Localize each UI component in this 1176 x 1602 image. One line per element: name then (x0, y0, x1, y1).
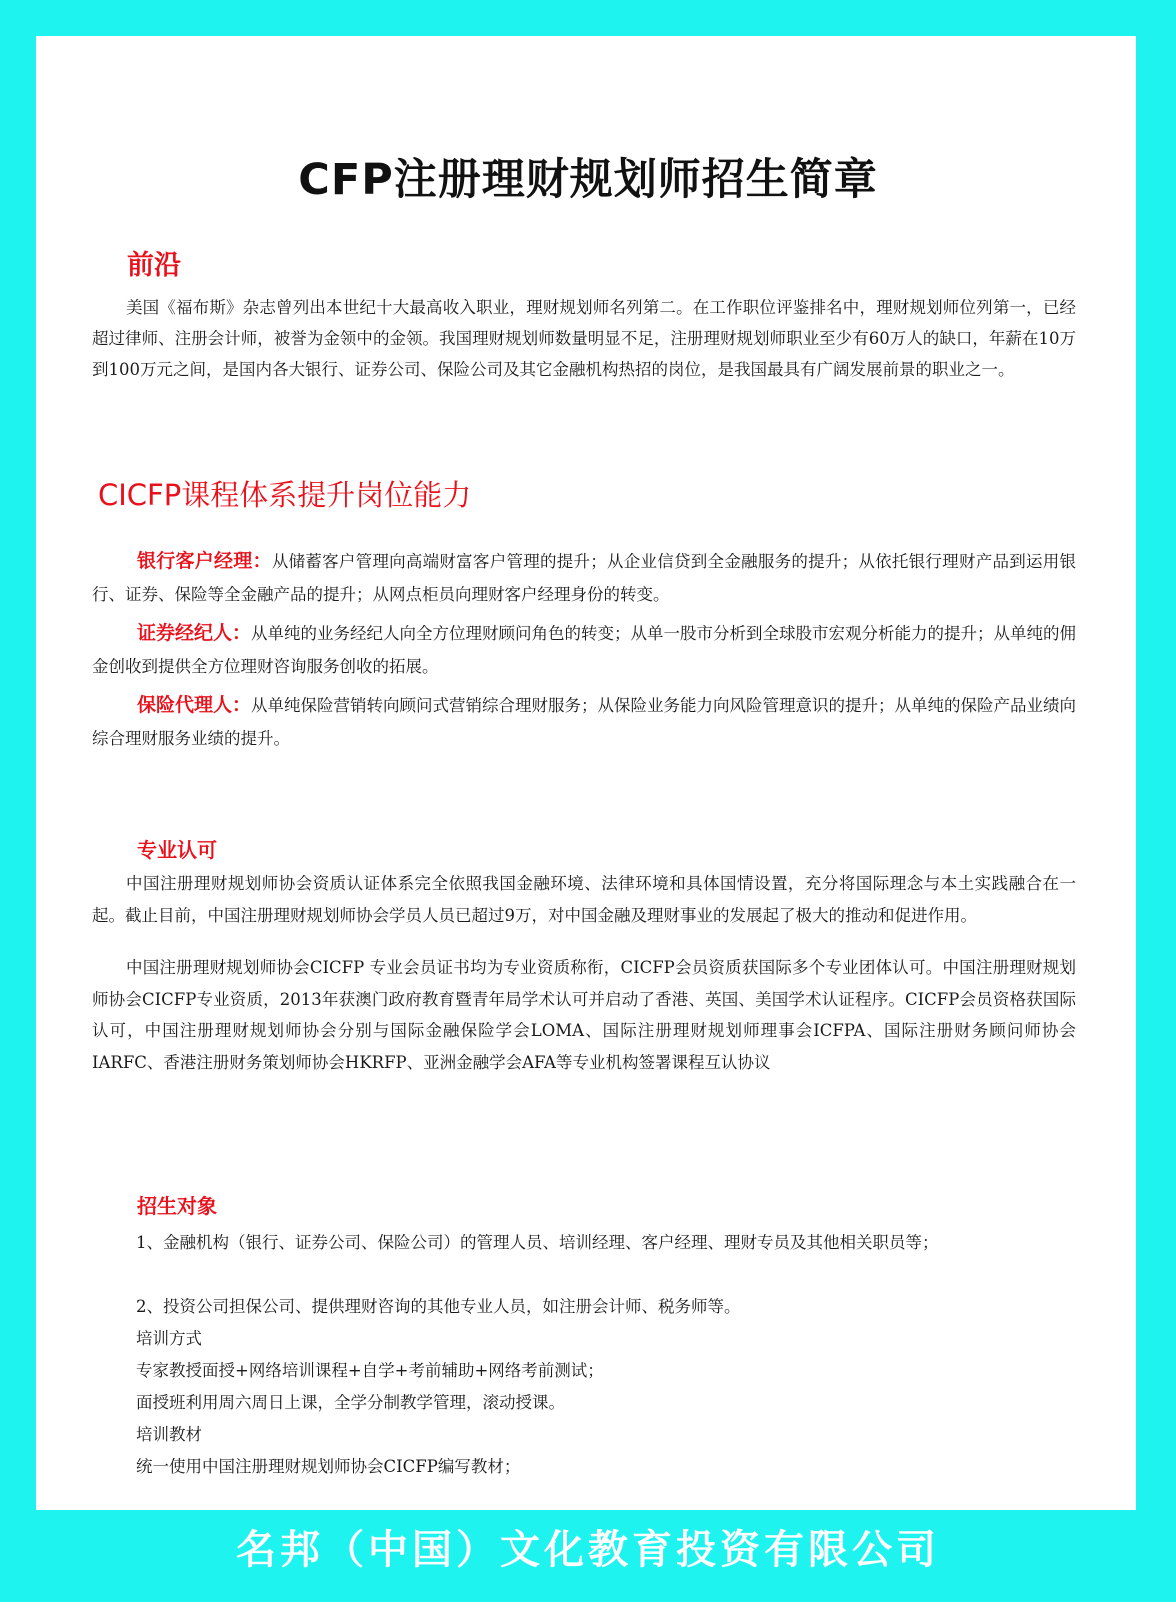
training-method-line: 面授班利用周六周日上课，全学分制教学管理，滚动授课。 (136, 1393, 565, 1412)
enrollment-line: 1、金融机构（银行、证券公司、保险公司）的管理人员、培训经理、客户经理、理财专员及其他相关职员等； (136, 1233, 939, 1252)
role-text: 从单纯的业务经纪人向全方位理财顾问角色的转变；从单一股市分析到全球股市宏观分析能力的提升；从单纯的佣金创收到提供全方位理财咨询服务创收的拓展。 (92, 624, 1077, 676)
training-material-line: 统一使用中国注册理财规划师协会CICFP编写教材； (136, 1457, 521, 1476)
intro-paragraph: 美国《福布斯》杂志曾列出本世纪十大最高收入职业，理财规划师名列第二。在工作职位评鉴排名中，理财规划师位列第一，已经超过律师、注册会计师，被誉为金领中的金领。我国理财规划师数量明显不足，注册理财规划师职业至少有60万人的缺口，年薪在10万到100万元之间，是国内各大银行、证券公司、保险公司及其它金融机构热招的岗位，是我国最具有广阔发展前景的职业之一。 (92, 298, 1076, 379)
footer-company-name: 名邦（中国）文化教育投资有限公司 (236, 1527, 940, 1573)
role-insurance-agent (92, 689, 1076, 755)
page-title: CFP注册理财规划师招生简章 (298, 155, 878, 205)
training-method-line: 专家教授面授+网络培训课程+自学+考前辅助+网络考前测试； (136, 1361, 604, 1380)
role-bank-manager (92, 545, 1076, 611)
recognition-paragraph: 中国注册理财规划师协会资质认证体系完全依照我国金融环境、法律环境和具体国情设置，充分将国际理念与本土实践融合在一起。截止目前，中国注册理财规划师协会学员人员已超过9万，对中国金融及理财事业的发展起了极大的推动和促进作用。 (92, 874, 1076, 925)
course-heading: CICFP课程体系提升岗位能力 (98, 478, 472, 512)
intro-heading: 前沿 (127, 250, 181, 281)
role-text: 从储蓄客户管理向高端财富客户管理的提升；从企业信贷到全金融服务的提升；从依托银行理财产品到运用银行、证券、保险等全金融产品的提升；从网点柜员向理财客户经理身份的转变。 (92, 552, 1076, 604)
recognition-paragraph: 中国注册理财规划师协会CICFP 专业会员证书均为专业资质称衔，CICFP会员资质获国际多个专业团体认可。中国注册理财规划师协会CICFP专业资质，2013年获澳门政府教育暨青年局学术认可并启动了香港、英国、美国学术认证程序。CICFP会员资格获国际认可，中国注册理财规划师协会分别与国际金融保险学会LOMA、国际注册理财规划师理事会ICFPA、国际注册财务顾问师协会IARFC、香港注册财务策划师协会HKRFP、亚洲金融学会AFA等专业机构签署课程互认协议 (92, 958, 1076, 1072)
document-panel (36, 36, 1136, 1510)
role-label: 银行客户经理： (137, 550, 272, 572)
enrollment-line: 2、投资公司担保公司、提供理财咨询的其他专业人员，如注册会计师、税务师等。 (136, 1297, 741, 1316)
enrollment-heading: 招生对象 (137, 1194, 217, 1218)
role-text: 从单纯保险营销转向顾问式营销综合理财服务；从保险业务能力向风险管理意识的提升；从单纯的保险产品业绩向综合理财服务业绩的提升。 (92, 696, 1077, 748)
training-material-label: 培训教材 (136, 1425, 202, 1444)
role-label: 保险代理人： (137, 694, 252, 716)
recognition-heading: 专业认可 (137, 838, 217, 862)
training-method-label: 培训方式 (136, 1329, 202, 1348)
role-label: 证券经纪人： (137, 622, 252, 644)
role-securities-broker (92, 617, 1076, 683)
